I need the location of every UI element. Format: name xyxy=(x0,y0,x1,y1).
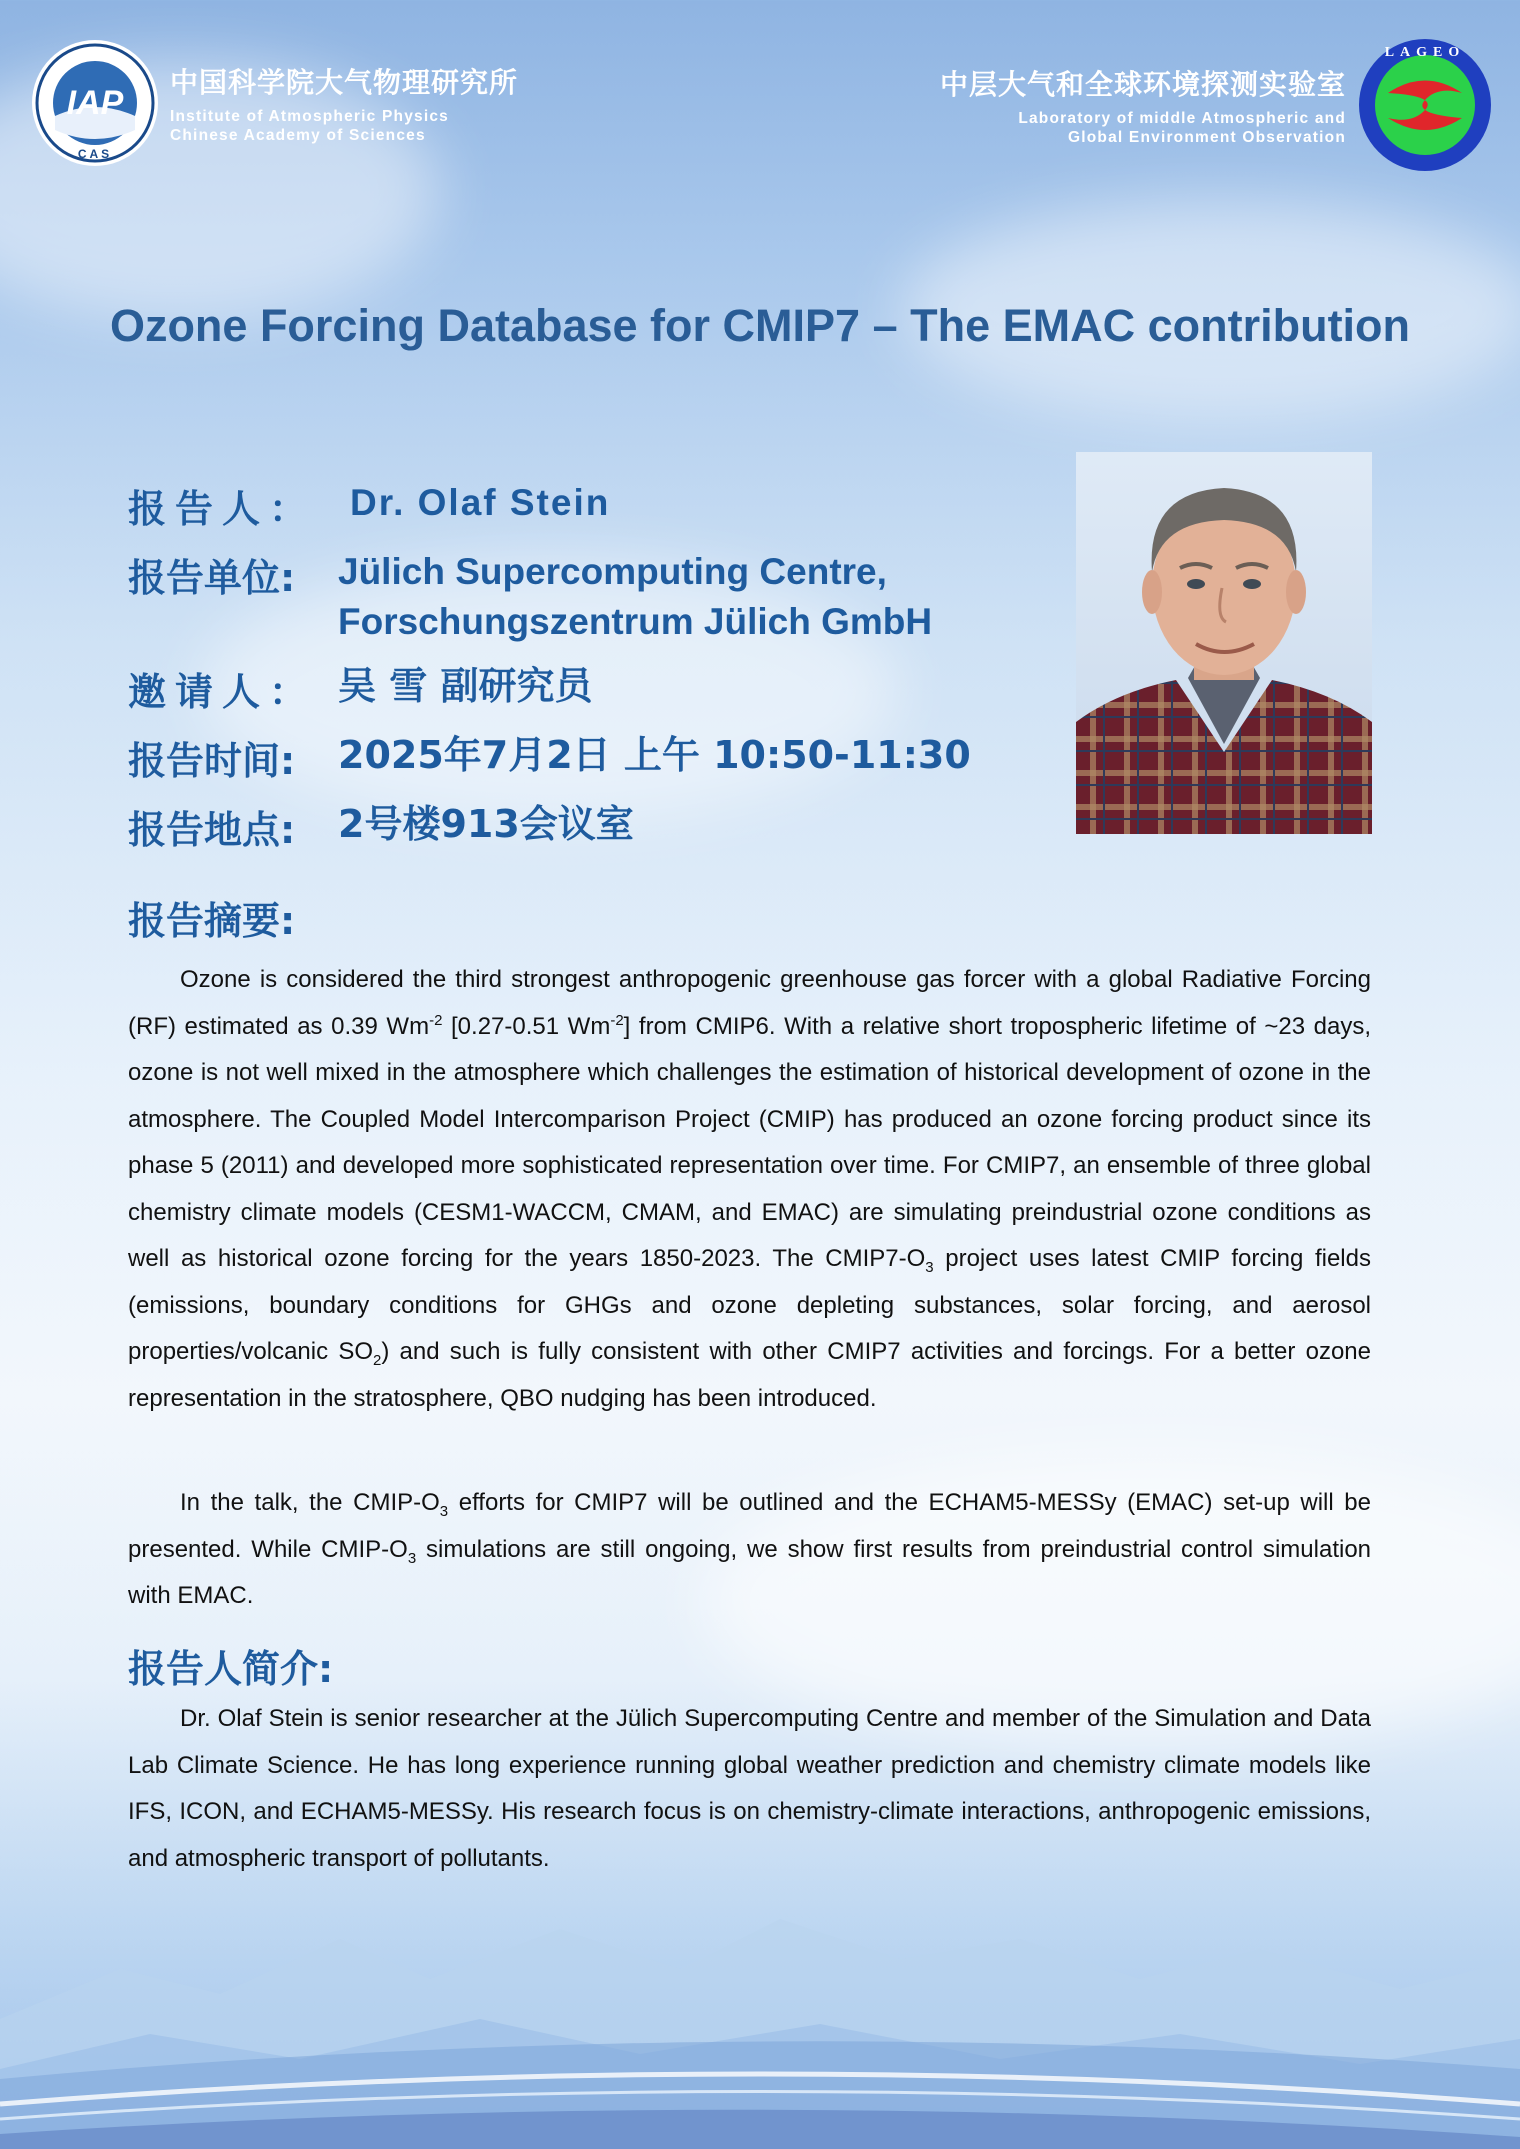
place-label: 报告地点: xyxy=(128,808,296,852)
talk-info xyxy=(128,478,971,868)
abstract-text: ) and such is fully consistent with other CMIP7 activities and forcings. For a better ozone representation in the stratosphere, QBO nudging has been introduced. xyxy=(128,1338,1371,1412)
speaker-name: Dr. Olaf Stein xyxy=(350,482,611,523)
iap-logo-bottom-text: CAS xyxy=(77,147,113,161)
host-label: 邀请人： xyxy=(128,670,317,714)
left-org-name-cn: 中国科学院大气物理研究所 xyxy=(170,66,519,99)
abstract-text: ] from CMIP6. With a relative short tropospheric lifetime of ~23 days, ozone is not well mixed in the atmosphere which challenges the estimation of historical development of ozone in the atmosphere. The Coupled Model Intercomparison Project (CMIP) has produced an ozone forcing product since its phase 5 (2011) and developed more sophisticated representation over time. For CMIP7, an ensemble of three global chemistry climate models (CESM1-WACCM, CMAM, and EMAC) are simulating preindustrial ozone conditions as well as historical ozone forcing for the years 1850-2023. The CMIP7-O xyxy=(128,1012,1372,1272)
superscript: -2 xyxy=(610,1011,624,1029)
subscript: 3 xyxy=(407,1549,417,1567)
abstract-text: project uses latest CMIP forcing fields (emissions, boundary conditions for GHGs and ozone depleting substances, solar forcing, and aerosol properties/volcanic SO xyxy=(128,1245,1371,1365)
place-row xyxy=(128,799,971,854)
unit-row xyxy=(128,547,971,647)
subscript: 3 xyxy=(439,1502,449,1520)
abstract-paragraph-1 xyxy=(128,957,1371,1422)
bio-heading: 报告人简介: xyxy=(128,1647,334,1691)
host-row xyxy=(128,661,971,716)
abstract-text: efforts for CMIP7 will be outlined and the ECHAM5-MESSy (EMAC) set-up will be presented. While CMIP-O xyxy=(128,1489,1371,1563)
time-row xyxy=(128,730,971,785)
right-org-name-cn: 中层大气和全球环境探测实验室 xyxy=(939,68,1346,101)
unit-label: 报告单位: xyxy=(128,556,296,600)
iap-header xyxy=(30,38,518,168)
host-name: 吴 雪 副研究员 xyxy=(338,664,593,708)
abstract-paragraph-2 xyxy=(128,1480,1371,1620)
right-org-name-en-1: Laboratory of middle Atmospheric and xyxy=(1018,110,1346,127)
left-org-name-en-1: Institute of Atmospheric Physics xyxy=(170,108,449,125)
iap-logo xyxy=(30,38,160,168)
unit-line-2: Forschungszentrum Jülich GmbH xyxy=(338,601,933,642)
abstract-text: [0.27-0.51 Wm xyxy=(442,1012,611,1040)
left-org-name-en-2: Chinese Academy of Sciences xyxy=(170,127,426,144)
speaker-photo xyxy=(1076,452,1372,834)
unit-line-1: Jülich Supercomputing Centre, xyxy=(338,551,887,592)
subscript: 3 xyxy=(925,1258,934,1276)
talk-title: Ozone Forcing Database for CMIP7 – The EMAC contribution xyxy=(109,300,1411,351)
talk-place: 2号楼913会议室 xyxy=(338,802,634,846)
lageo-header xyxy=(940,38,1492,172)
abstract-text: In the talk, the CMIP-O xyxy=(180,1489,440,1516)
bio-paragraph: Dr. Olaf Stein is senior researcher at the Jülich Supercomputing Centre and member of the Simulation and Data Lab Climate Science. He has long experience running global weather prediction and chemistry climate models like IFS, ICON, and ECHAM5-MESSy. His research focus is on chemistry-climate interactions, anthropogenic emissions, and atmospheric transport of pollutants. xyxy=(128,1705,1371,1872)
speaker-label: 报告人： xyxy=(128,487,317,531)
right-org-name-en-2: Global Environment Observation xyxy=(1067,129,1346,146)
abstract-text: simulations are still ongoing, we show first results from preindustrial control simulation with EMAC. xyxy=(128,1535,1372,1609)
iap-logo-text: IAP xyxy=(66,84,124,122)
abstract-heading: 报告摘要: xyxy=(128,899,296,943)
superscript: -2 xyxy=(429,1011,443,1029)
lageo-logo-text: LAGEO xyxy=(1384,45,1466,60)
abstract-text: Ozone is considered the third strongest anthropogenic greenhouse gas forcer with a global Radiative Forcing (RF) estimated as 0.39 Wm xyxy=(128,966,1371,1040)
time-label: 报告时间: xyxy=(128,739,296,783)
speaker-row xyxy=(128,478,971,533)
talk-time: 2025年7月2日 上午 10:50-11:30 xyxy=(338,733,971,777)
subscript: 2 xyxy=(373,1351,382,1369)
lageo-logo xyxy=(1358,38,1492,172)
